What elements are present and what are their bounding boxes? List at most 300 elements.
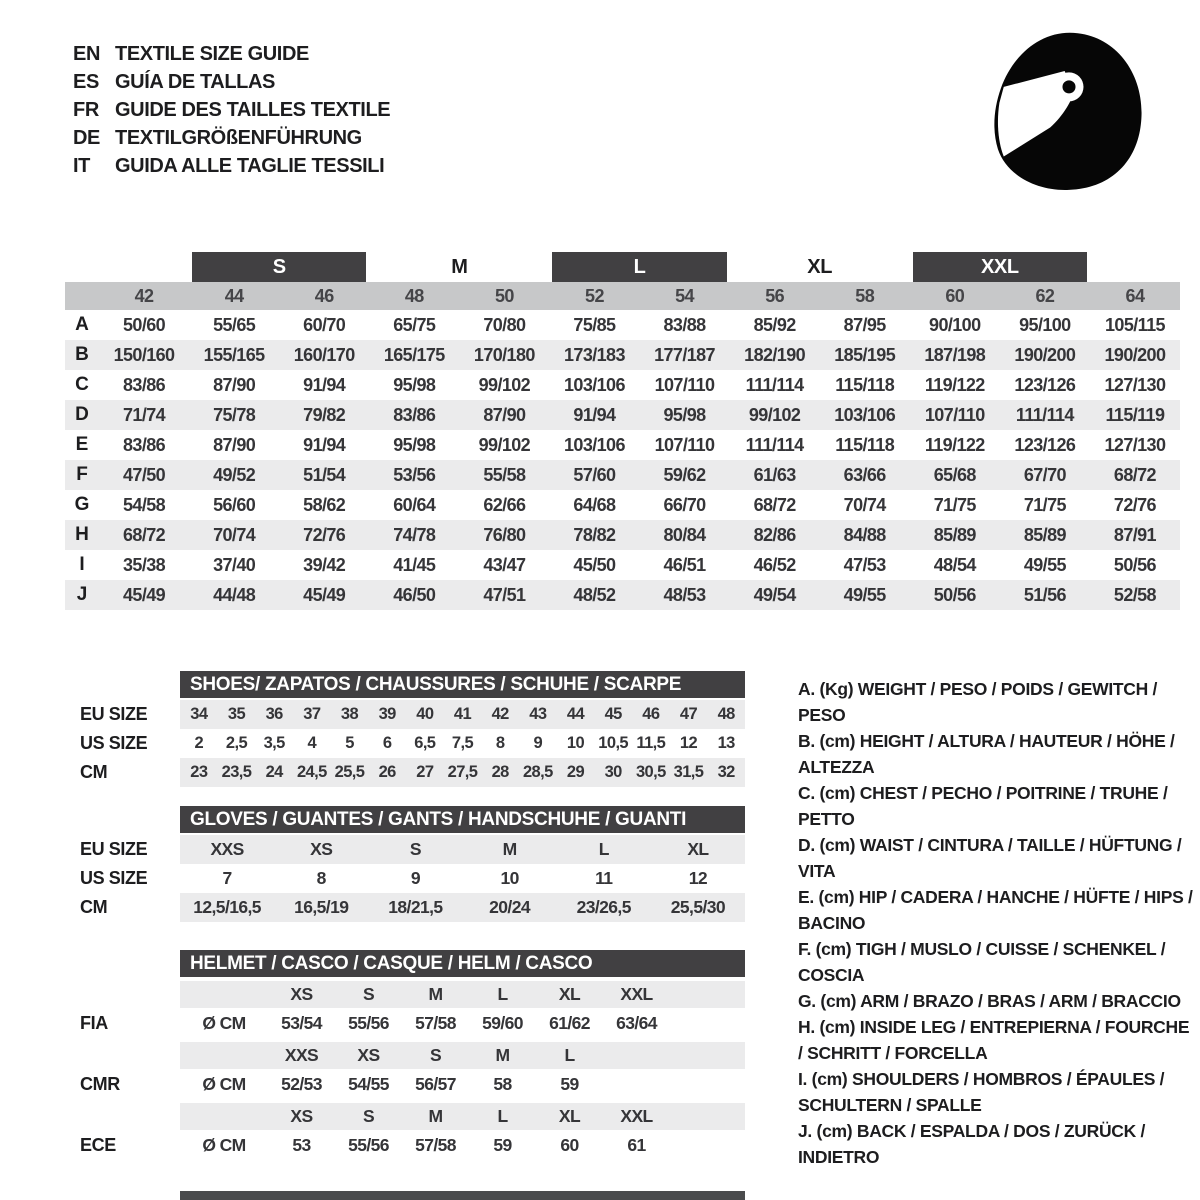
helmet-size-label: S xyxy=(362,984,375,1004)
cell-value: 18/21,5 xyxy=(388,897,443,917)
size-value: 75/78 xyxy=(213,404,256,425)
size-value: 41/45 xyxy=(393,554,436,575)
row-letter: I xyxy=(79,554,85,575)
row-letter: F xyxy=(76,464,88,485)
legend-item-F: F. (cm) TIGH / MUSLO / CUISSE / SCHENKEL / COSCIA xyxy=(798,939,1166,985)
helmet-section-title: HELMET / CASCO / CASQUE / HELM / CASCO xyxy=(180,950,745,977)
unit-spacer xyxy=(180,981,268,1008)
legend-item-I: I. (cm) SHOULDERS / HOMBROS / ÉPAULES / SCHULTERN / SPALLE xyxy=(798,1069,1165,1115)
racing-helmet-icon xyxy=(978,26,1160,200)
cell-value: 45 xyxy=(604,705,622,723)
size-value: 50/56 xyxy=(1113,554,1156,575)
size-value: 107/110 xyxy=(654,434,715,455)
size-value: 71/74 xyxy=(123,404,166,425)
size-value: 64/68 xyxy=(573,494,616,515)
spacer xyxy=(80,981,180,1008)
cell-value: 10,5 xyxy=(598,734,629,752)
cell-value: 41 xyxy=(453,705,472,723)
helmet-size-value: 52/53 xyxy=(281,1073,322,1094)
row-letter: B xyxy=(75,344,89,365)
size-value: 50/60 xyxy=(123,314,166,335)
language-row xyxy=(73,40,390,68)
legend-item-D: D. (cm) WAIST / CINTURA / TAILLE / HÜFTUNG / VITA xyxy=(798,835,1182,881)
helmet-sizes-strip xyxy=(180,981,745,1008)
size-value: 87/90 xyxy=(483,404,526,425)
helmet-size-label: XL xyxy=(558,1106,581,1126)
helmet-size-value: 53/54 xyxy=(281,1012,322,1033)
language-code: DE xyxy=(73,126,100,149)
numeric-size: 50 xyxy=(494,285,514,306)
size-value: 123/126 xyxy=(1014,374,1076,395)
size-value: 43/47 xyxy=(483,554,526,575)
values-strip xyxy=(180,758,745,787)
helmet-size-value: 58 xyxy=(493,1073,512,1094)
numeric-size: 62 xyxy=(1035,285,1055,306)
cell-value: 9 xyxy=(410,868,420,888)
helmet-values-row-ece xyxy=(80,1130,745,1160)
language-code: EN xyxy=(73,42,100,65)
helmet-size-value: 60 xyxy=(560,1134,579,1155)
cell-value: 11,5 xyxy=(636,734,666,752)
cell-value: 34 xyxy=(190,705,208,723)
gloves-size-section xyxy=(80,806,745,922)
size-value: 47/50 xyxy=(123,464,166,485)
helmet-size-section xyxy=(80,950,745,1160)
size-row-F xyxy=(65,460,1180,490)
size-value: 87/91 xyxy=(1113,524,1156,545)
size-value: 90/100 xyxy=(929,314,981,335)
cell-value: 40 xyxy=(416,705,434,723)
size-value: 182/190 xyxy=(744,344,806,365)
cell-value: 12 xyxy=(679,734,698,752)
helmet-size-label: M xyxy=(428,984,443,1004)
size-value: 65/75 xyxy=(393,314,436,335)
numeric-size: 64 xyxy=(1125,285,1145,306)
numeric-size: 56 xyxy=(765,285,785,306)
cell-value: 2 xyxy=(194,734,204,752)
values-strip xyxy=(180,729,745,758)
size-value: 107/110 xyxy=(654,374,715,395)
size-value: 61/63 xyxy=(753,464,796,485)
row-letter: A xyxy=(75,314,89,335)
size-row-J xyxy=(65,580,1180,610)
cell-value: 38 xyxy=(340,705,359,723)
gloves-row-eu-size xyxy=(80,835,745,864)
helmet-values-strip xyxy=(180,1069,745,1099)
cell-value: 6,5 xyxy=(414,734,436,752)
cell-value: 24,5 xyxy=(296,763,327,781)
size-value: 105/115 xyxy=(1105,314,1165,335)
cell-value: 30 xyxy=(604,763,622,781)
size-value: 67/70 xyxy=(1023,464,1066,485)
cell-value: 11 xyxy=(595,868,613,888)
cell-value: 10 xyxy=(566,734,585,752)
cell-value: 12 xyxy=(688,868,708,888)
size-value: 95/98 xyxy=(663,404,706,425)
cell-value: S xyxy=(409,839,421,859)
size-value: 70/80 xyxy=(483,314,526,335)
size-value: 190/200 xyxy=(1104,344,1166,365)
helmet-size-label: S xyxy=(429,1045,442,1065)
size-value: 85/89 xyxy=(1023,524,1066,545)
legend-item-G: G. (cm) ARM / BRAZO / BRAS / ARM / BRACCIO xyxy=(798,991,1181,1011)
values-strip xyxy=(180,700,745,729)
size-value: 68/72 xyxy=(1113,464,1156,485)
size-value: 53/56 xyxy=(393,464,436,485)
size-value: 45/50 xyxy=(573,554,616,575)
cell-value: 29 xyxy=(566,763,585,781)
row-letter: J xyxy=(76,584,88,605)
size-value: 65/68 xyxy=(933,464,976,485)
size-value: 91/94 xyxy=(573,404,616,425)
legend-item-A: A. (Kg) WEIGHT / PESO / POIDS / GEWITCH / PESO xyxy=(798,679,1158,725)
spacer xyxy=(80,950,180,977)
helmet-size-value: 56/57 xyxy=(415,1073,456,1094)
helmet-values-row-fia xyxy=(80,1008,745,1038)
helmet-size-label: XXL xyxy=(620,1106,653,1126)
helmet-size-label: L xyxy=(564,1045,575,1065)
size-value: 39/42 xyxy=(303,554,346,575)
cell-value: 36 xyxy=(265,705,283,723)
helmet-size-label: XXL xyxy=(620,984,653,1004)
helmet-size-label: XS xyxy=(357,1045,380,1065)
language-code: FR xyxy=(73,98,99,121)
numeric-size: 42 xyxy=(134,285,154,306)
size-value: 187/198 xyxy=(924,344,986,365)
size-group-header-row xyxy=(65,252,1180,282)
cell-value: L xyxy=(598,839,609,859)
cell-value: 23 xyxy=(190,763,208,781)
cell-value: 3,5 xyxy=(263,734,285,752)
gloves-row-us-size xyxy=(80,864,745,893)
size-value: 127/130 xyxy=(1104,374,1166,395)
shoes-row-us-size xyxy=(80,729,745,758)
language-title: GUIDA ALLE TAGLIE TESSILI xyxy=(115,154,385,177)
size-value: 63/66 xyxy=(843,464,886,485)
row-letter: C xyxy=(75,374,89,395)
size-value: 70/74 xyxy=(213,524,256,545)
size-value: 51/56 xyxy=(1023,584,1066,605)
size-group-M: M xyxy=(451,255,468,278)
helmet-size-value: 59 xyxy=(493,1134,512,1155)
size-value: 60/64 xyxy=(393,494,436,515)
row-label: CM xyxy=(80,762,108,782)
helmet-size-label: L xyxy=(497,984,508,1004)
size-value: 95/100 xyxy=(1019,314,1071,335)
size-row-H xyxy=(65,520,1180,550)
helmet-size-value: 55/56 xyxy=(348,1134,389,1155)
legend-item-H: H. (cm) INSIDE LEG / ENTREPIERNA / FOURCHE / SCHRITT / FORCELLA xyxy=(798,1017,1190,1063)
size-value: 127/130 xyxy=(1104,434,1166,455)
size-value: 150/160 xyxy=(113,344,175,365)
spacer xyxy=(80,1103,180,1130)
cell-value: 23,5 xyxy=(221,763,252,781)
cell-value: 5 xyxy=(345,734,354,752)
shoes-size-section xyxy=(80,671,745,787)
numeric-size-band xyxy=(65,282,1180,310)
language-code: IT xyxy=(73,154,90,177)
helmet-size-label: XS xyxy=(290,984,313,1004)
size-group-XL: XL xyxy=(807,255,833,278)
size-value: 83/86 xyxy=(123,374,166,395)
unit-spacer xyxy=(180,1103,268,1130)
cell-value: 25,5 xyxy=(334,763,365,781)
cell-value: 13 xyxy=(717,734,735,752)
gloves-section-title: GLOVES / GUANTES / GANTS / HANDSCHUHE / GUANTI xyxy=(180,806,745,833)
size-value: 72/76 xyxy=(303,524,346,545)
shoes-row-cm xyxy=(80,758,745,787)
row-letter: G xyxy=(74,494,90,515)
helmet-size-value: 57/58 xyxy=(415,1134,456,1155)
size-value: 56/60 xyxy=(213,494,256,515)
size-value: 111/114 xyxy=(745,374,804,395)
unit-label: Ø CM xyxy=(202,1073,246,1094)
row-letter: D xyxy=(75,404,89,425)
helmet-size-value: 61/62 xyxy=(549,1012,590,1033)
shoes-section-title: SHOES/ ZAPATOS / CHAUSSURES / SCHUHE / SCARPE xyxy=(180,671,745,698)
row-letter: H xyxy=(75,524,89,545)
size-value: 45/49 xyxy=(303,584,346,605)
size-value: 68/72 xyxy=(753,494,796,515)
numeric-size: 48 xyxy=(404,285,424,306)
size-value: 44/48 xyxy=(213,584,256,605)
values-strip xyxy=(180,864,745,893)
legend-item-B: B. (cm) HEIGHT / ALTURA / HAUTEUR / HÖHE / ALTEZZA xyxy=(798,731,1175,777)
size-value: 49/55 xyxy=(843,584,886,605)
size-value: 48/53 xyxy=(663,584,706,605)
size-value: 82/86 xyxy=(753,524,796,545)
size-group-L: L xyxy=(552,252,726,282)
helmet-sizes-row-cmr xyxy=(80,1042,745,1069)
cell-value: 39 xyxy=(378,705,396,723)
row-label: EU SIZE xyxy=(80,704,148,724)
size-value: 49/54 xyxy=(753,584,796,605)
size-value: 45/49 xyxy=(123,584,166,605)
cropped-section-bar xyxy=(180,1191,745,1200)
legend-item-J: J. (cm) BACK / ESPALDA / DOS / ZURÜCK / INDIETRO xyxy=(798,1121,1146,1167)
helmet-size-value: 54/55 xyxy=(348,1073,389,1094)
corner-spacer xyxy=(65,282,99,310)
size-value: 99/102 xyxy=(748,404,801,425)
size-value: 155/165 xyxy=(203,344,265,365)
numeric-size: 46 xyxy=(314,285,334,306)
cell-value: 28 xyxy=(491,763,509,781)
unit-spacer xyxy=(180,1042,268,1069)
size-value: 55/65 xyxy=(213,314,256,335)
language-row xyxy=(73,124,390,152)
cell-value: 8 xyxy=(495,734,505,752)
cell-value: 44 xyxy=(566,705,585,723)
helmet-sizes-strip xyxy=(180,1042,745,1069)
language-row xyxy=(73,68,390,96)
gloves-row-cm xyxy=(80,893,745,922)
cell-value: 20/24 xyxy=(489,897,530,917)
cell-value: XL xyxy=(687,839,709,859)
cell-value: 23/26,5 xyxy=(576,897,631,917)
size-value: 66/70 xyxy=(663,494,706,515)
helmet-size-value xyxy=(603,1069,670,1099)
size-value: 83/86 xyxy=(393,404,436,425)
size-value: 52/58 xyxy=(1113,584,1156,605)
size-value: 85/92 xyxy=(753,314,796,335)
cell-value: 43 xyxy=(529,705,547,723)
size-value: 170/180 xyxy=(473,344,535,365)
size-value: 74/78 xyxy=(393,524,436,545)
cell-value: 30,5 xyxy=(635,763,666,781)
size-value: 173/183 xyxy=(564,344,625,365)
size-value: 190/200 xyxy=(1014,344,1076,365)
size-value: 37/40 xyxy=(213,554,256,575)
size-value: 71/75 xyxy=(933,494,976,515)
size-value: 47/51 xyxy=(483,584,526,605)
cell-value: 24 xyxy=(265,763,283,781)
size-value: 46/50 xyxy=(393,584,436,605)
cell-value: 25,5/30 xyxy=(670,897,725,917)
numeric-size: 52 xyxy=(585,285,604,306)
row-label: EU SIZE xyxy=(80,839,148,859)
standard-label: CMR xyxy=(80,1073,120,1094)
size-value: 46/51 xyxy=(663,554,706,575)
size-value: 84/88 xyxy=(843,524,886,545)
row-label: CM xyxy=(80,897,108,917)
size-row-B xyxy=(65,340,1180,370)
cell-value: 10 xyxy=(500,868,519,888)
helmet-values-strip xyxy=(180,1130,745,1160)
cell-value: M xyxy=(502,839,517,859)
size-value: 115/118 xyxy=(835,434,895,455)
numeric-size: 58 xyxy=(855,285,875,306)
values-strip xyxy=(180,893,745,922)
size-value: 87/90 xyxy=(213,374,256,395)
row-label: US SIZE xyxy=(80,733,148,753)
helmet-size-value: 59 xyxy=(560,1073,579,1094)
apparel-measurement-rows xyxy=(65,310,1180,610)
legend-item-E: E. (cm) HIP / CADERA / HANCHE / HÜFTE / HIPS / BACINO xyxy=(798,887,1193,933)
language-title: GUIDE DES TAILLES TEXTILE xyxy=(115,98,391,121)
cell-value: 7 xyxy=(222,868,232,888)
size-value: 103/106 xyxy=(564,434,625,455)
language-title: TEXTILE SIZE GUIDE xyxy=(115,42,309,65)
size-value: 107/110 xyxy=(924,404,985,425)
helmet-size-label: XS xyxy=(290,1106,313,1126)
standard-label: ECE xyxy=(80,1134,116,1155)
numeric-size: 60 xyxy=(945,285,965,306)
cell-value: 7,5 xyxy=(451,734,474,752)
cell-value: 9 xyxy=(533,734,543,752)
size-value: 103/106 xyxy=(564,374,625,395)
size-value: 91/94 xyxy=(303,434,346,455)
size-value: 91/94 xyxy=(303,374,346,395)
size-row-A xyxy=(65,310,1180,340)
helmet-size-label: L xyxy=(497,1106,508,1126)
spacer xyxy=(80,1042,180,1069)
cell-value: 47 xyxy=(679,705,698,723)
size-row-I xyxy=(65,550,1180,580)
size-value: 50/56 xyxy=(933,584,976,605)
size-value: 68/72 xyxy=(123,524,166,545)
cell-value: 4 xyxy=(307,734,317,752)
size-value: 48/54 xyxy=(933,554,976,575)
unit-label: Ø CM xyxy=(202,1012,246,1033)
size-group-XXL: XXL xyxy=(913,252,1087,282)
row-label: US SIZE xyxy=(80,868,148,888)
cell-value: XXS xyxy=(210,839,244,859)
size-value: 62/66 xyxy=(483,494,526,515)
size-value: 78/82 xyxy=(573,524,616,545)
helmet-size-value: 55/56 xyxy=(348,1012,389,1033)
legend-item-C: C. (cm) CHEST / PECHO / POITRINE / TRUHE / PETTO xyxy=(798,783,1168,829)
size-value: 58/62 xyxy=(303,494,346,515)
size-value: 46/52 xyxy=(753,554,796,575)
size-value: 185/195 xyxy=(834,344,896,365)
size-value: 71/75 xyxy=(1023,494,1066,515)
measurement-legend xyxy=(798,676,1198,1170)
cell-value: 48 xyxy=(717,705,735,723)
size-value: 57/60 xyxy=(573,464,616,485)
size-value: 103/106 xyxy=(834,404,896,425)
size-value: 123/126 xyxy=(1014,434,1076,455)
cell-value: 27 xyxy=(416,763,434,781)
standard-label: FIA xyxy=(80,1012,108,1033)
helmet-rows xyxy=(80,981,745,1160)
helmet-sizes-row-fia xyxy=(80,981,745,1008)
cell-value: 26 xyxy=(378,763,396,781)
size-value: 111/114 xyxy=(745,434,804,455)
size-value: 49/52 xyxy=(213,464,256,485)
cell-value: 8 xyxy=(316,868,326,888)
size-value: 160/170 xyxy=(293,344,355,365)
cell-value: XS xyxy=(310,839,333,859)
size-value: 85/89 xyxy=(933,524,976,545)
size-value: 48/52 xyxy=(573,584,616,605)
size-value: 99/102 xyxy=(478,434,531,455)
row-letter: E xyxy=(75,434,89,455)
language-title-list xyxy=(73,40,390,180)
helmet-values-row-cmr xyxy=(80,1069,745,1099)
helmet-sizes-strip xyxy=(180,1103,745,1130)
size-value: 49/55 xyxy=(1023,554,1066,575)
size-value: 72/76 xyxy=(1113,494,1156,515)
helmet-size-label: S xyxy=(362,1106,375,1126)
size-value: 87/90 xyxy=(213,434,256,455)
size-value: 59/62 xyxy=(663,464,706,485)
size-value: 47/53 xyxy=(843,554,886,575)
language-row xyxy=(73,96,390,124)
cell-value: 42 xyxy=(491,705,509,723)
language-title: TEXTILGRÖßENFÜHRUNG xyxy=(115,126,362,149)
size-value: 119/122 xyxy=(924,374,985,395)
size-value: 95/98 xyxy=(393,374,436,395)
size-value: 70/74 xyxy=(843,494,886,515)
shoes-row-eu-size xyxy=(80,700,745,729)
size-value: 83/88 xyxy=(663,314,706,335)
numeric-size: 44 xyxy=(224,285,244,306)
size-value: 79/82 xyxy=(303,404,346,425)
helmet-size-label: XL xyxy=(558,984,581,1004)
size-value: 177/187 xyxy=(654,344,715,365)
cell-value: 46 xyxy=(642,705,660,723)
unit-label: Ø CM xyxy=(202,1134,246,1155)
size-value: 95/98 xyxy=(393,434,436,455)
cell-value: 27,5 xyxy=(447,763,478,781)
size-value: 115/119 xyxy=(1105,404,1165,425)
helmet-size-value: 57/58 xyxy=(415,1012,456,1033)
apparel-size-table xyxy=(65,252,1180,610)
helmet-sizes-row-ece xyxy=(80,1103,745,1130)
size-value: 76/80 xyxy=(483,524,526,545)
size-value: 54/58 xyxy=(123,494,166,515)
helmet-size-value: 61 xyxy=(627,1134,646,1155)
